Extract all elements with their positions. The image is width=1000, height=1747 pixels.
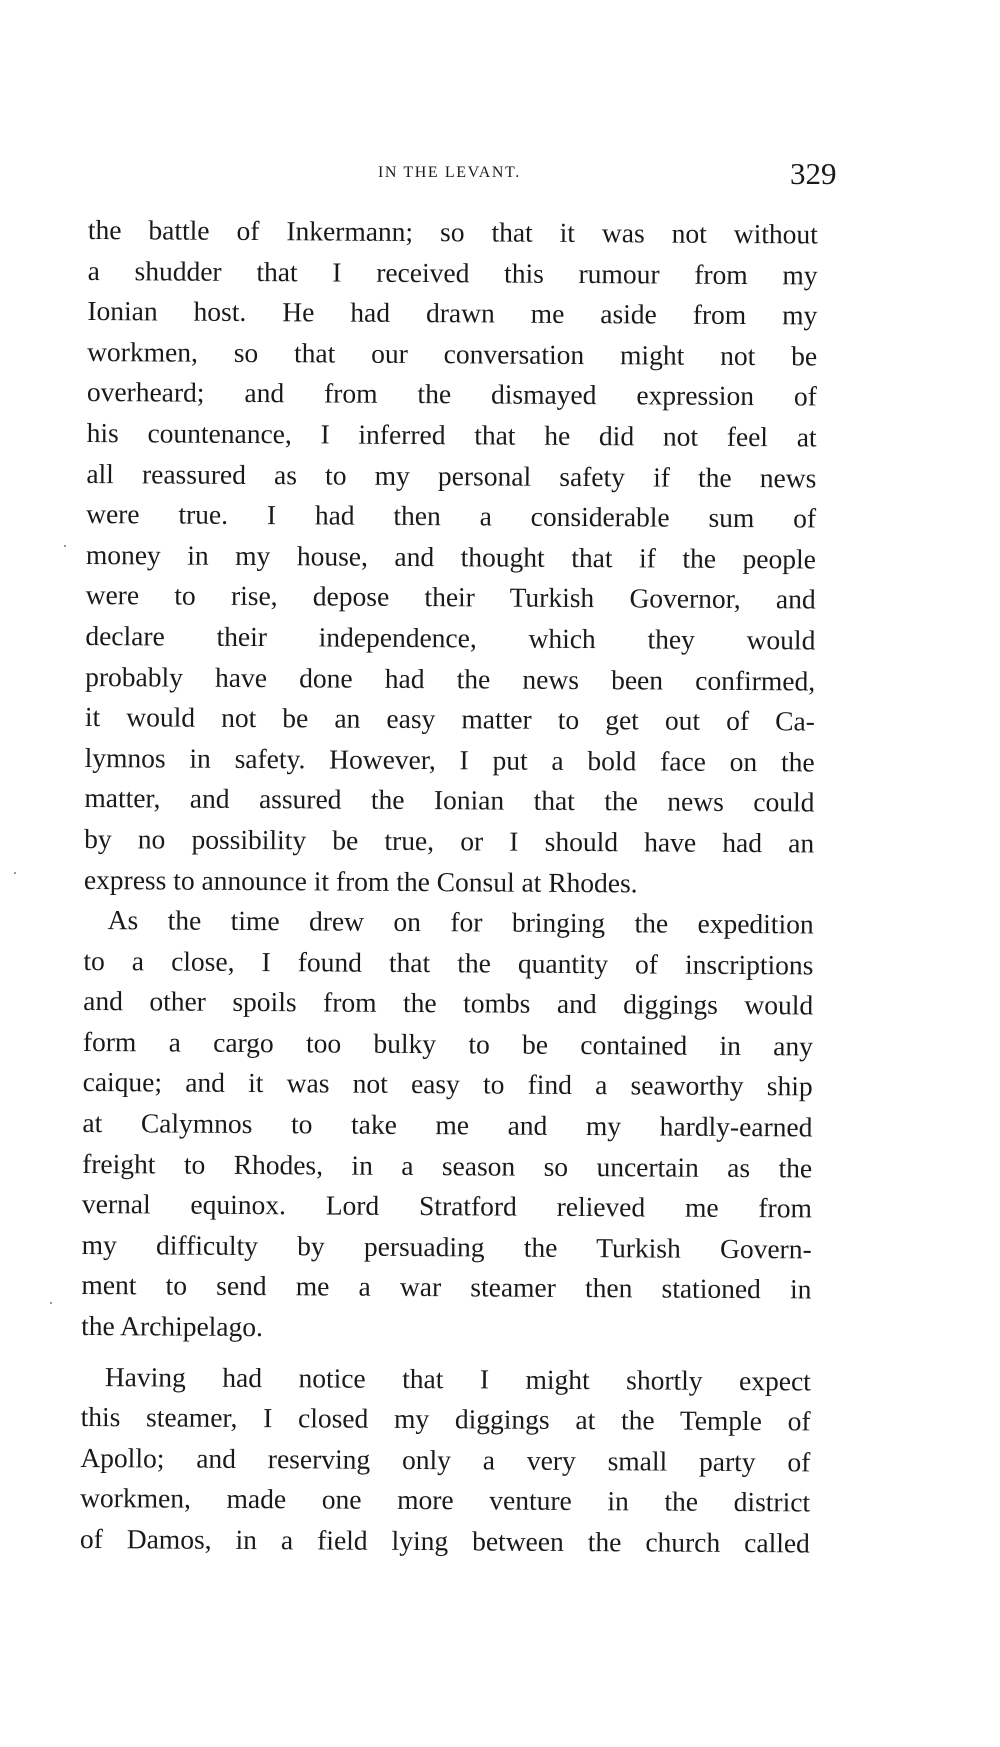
- text-line: probably have done had the news been confirmed,: [85, 660, 816, 696]
- text-line: vernal equinox. Lord Stratford relieved me from: [81, 1188, 813, 1224]
- text-line: the battle of Inkermann; so that it was not without: [87, 213, 818, 250]
- body-text: [80, 210, 818, 1564]
- text-line: caique; and it was not easy to find a seaworthy ship: [82, 1066, 813, 1102]
- text-line: to a close, I found that the quantity of inscriptions: [83, 944, 814, 981]
- text-line: his countenance, I inferred that he did not feel at: [86, 416, 817, 453]
- text-line: of Damos, in a field lying between the church called: [79, 1522, 810, 1559]
- text-line: workmen, made one more venture in the district: [80, 1482, 811, 1518]
- text-line: a shudder that I received this rumour from my: [87, 254, 818, 291]
- text-line: workmen, so that our conversation might not be: [87, 335, 818, 372]
- text-line: overheard; and from the dismayed expression of: [86, 376, 817, 412]
- text-line: Ionian host. He had drawn me aside from my: [87, 295, 818, 331]
- text-line: this steamer, I closed my diggings at the Temple of: [80, 1401, 811, 1437]
- text-line: the Archipelago.: [81, 1310, 264, 1343]
- text-line: Having had notice that I might shortly expect: [104, 1360, 811, 1397]
- text-line: ment to send me a war steamer then stationed in: [81, 1269, 812, 1305]
- page-number: 329: [790, 156, 837, 191]
- text-line: by no possibility be true, or I should have had an: [84, 822, 815, 859]
- scan-speck: [14, 872, 16, 874]
- text-line: and other spoils from the tombs and diggings would: [83, 985, 814, 1021]
- text-line: lymnos in safety. However, I put a bold face on the: [84, 741, 815, 778]
- text-line: my difficulty by persuading the Turkish Govern-: [81, 1228, 812, 1265]
- text-line: at Calymnos to take me and my hardly-earned: [82, 1107, 813, 1143]
- text-line: money in my house, and thought that if the people: [85, 538, 816, 575]
- text-line: express to announce it from the Consul at Rhodes.: [83, 863, 638, 898]
- scan-speck: [50, 1302, 52, 1304]
- scan-speck: [64, 545, 66, 547]
- text-line: were to rise, depose their Turkish Governor, and: [85, 579, 816, 615]
- text-line: freight to Rhodes, in a season so uncertain as the: [82, 1147, 813, 1184]
- running-title: IN THE LEVANT.: [378, 164, 521, 181]
- text-line: As the time drew on for bringing the expedition: [107, 904, 814, 940]
- running-header: [0, 156, 1000, 200]
- text-line: all reassured as to my personal safety if the news: [86, 457, 817, 494]
- text-line: declare their independence, which they would: [85, 619, 816, 656]
- text-line: were true. I had then a considerable sum of: [86, 498, 817, 534]
- text-line: matter, and assured the Ionian that the news could: [84, 782, 815, 818]
- text-line: Apollo; and reserving only a very small party of: [80, 1441, 811, 1478]
- text-line: form a cargo too bulky to be contained in any: [82, 1025, 814, 1062]
- text-line: it would not be an easy matter to get out of Ca-: [84, 701, 815, 737]
